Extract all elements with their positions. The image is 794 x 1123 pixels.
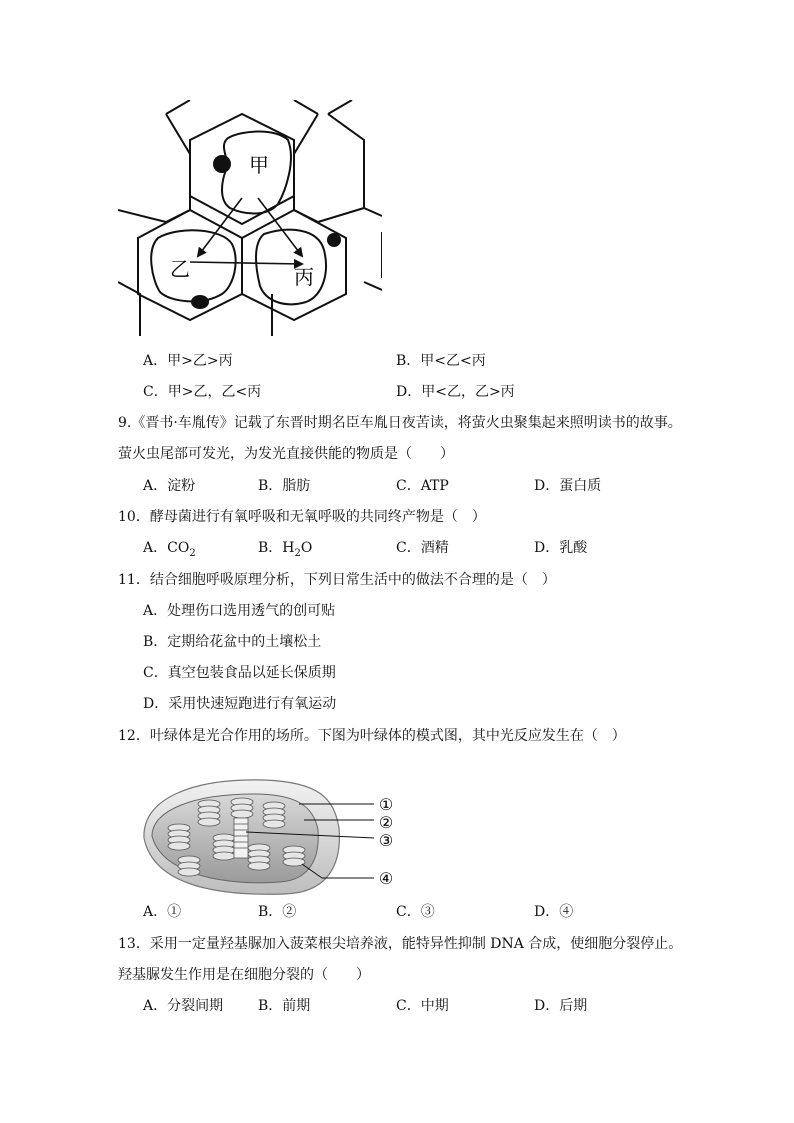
q11-option-b[interactable]: B．定期给花盆中的土壤松土 <box>143 634 322 650</box>
arrow-a-to-c <box>258 198 302 256</box>
q13-stem-line2: 羟基脲发生作用是在细胞分裂的（ ） <box>118 967 370 983</box>
q10-stem: 10．酵母菌进行有氧呼吸和无氧呼吸的共同终产物是（ ） <box>118 509 486 525</box>
granum <box>234 818 248 858</box>
nucleus-a <box>213 155 231 173</box>
nucleus-b <box>191 295 209 309</box>
granum <box>213 834 235 860</box>
arrow-b-to-c <box>190 262 302 264</box>
q9-option-b[interactable]: B．脂肪 <box>258 478 311 494</box>
q8-option-a[interactable]: A．甲>乙>丙 <box>143 353 233 369</box>
label-2: ② <box>378 813 394 832</box>
q11-stem: 11．结合细胞呼吸原理分析，下列日常生活中的做法不合理的是（ ） <box>118 572 556 588</box>
q13-option-a[interactable]: A．分裂间期 <box>143 998 224 1014</box>
q13-stem-line1: 13．采用一定量羟基脲加入菠菜根尖培养液，能特异性抑制 DNA 合成，使细胞分裂停止。 <box>118 936 683 952</box>
q11-option-a[interactable]: A．处理伤口选用透气的创可贴 <box>143 603 336 619</box>
granum <box>248 844 270 870</box>
q12-option-b[interactable]: B．② <box>258 904 297 920</box>
q10-option-a[interactable]: A．$CO_2$ <box>143 540 196 559</box>
q9-stem-line2: 萤火虫尾部可发光，为发光直接供能的物质是（ ） <box>118 446 454 462</box>
granum <box>283 846 305 866</box>
q9-option-d[interactable]: D．蛋白质 <box>534 478 602 494</box>
q10-option-b[interactable]: B．$H_2O$ <box>258 540 313 559</box>
q12-option-a[interactable]: A．① <box>143 904 182 920</box>
label-4: ④ <box>378 869 394 888</box>
chloroplast-diagram <box>134 768 404 898</box>
q13-option-c[interactable]: C．中期 <box>396 998 449 1014</box>
q8-option-b[interactable]: B．甲<乙<丙 <box>396 353 486 369</box>
q11-option-c[interactable]: C．真空包装食品以延长保质期 <box>143 665 336 681</box>
q10-option-c[interactable]: C．酒精 <box>396 540 449 556</box>
q8-option-c[interactable]: C．甲>乙，乙<丙 <box>143 384 262 400</box>
granum <box>231 798 253 818</box>
label-3: ③ <box>378 831 394 850</box>
q9-option-c[interactable]: C．ATP <box>396 478 449 494</box>
q12-stem: 12．叶绿体是光合作用的场所。下图为叶绿体的模式图，其中光反应发生在（ ） <box>118 728 626 744</box>
cell-b-protoplast <box>151 230 235 301</box>
q13-option-d[interactable]: D．后期 <box>534 998 588 1014</box>
cell-b-wall <box>138 210 242 320</box>
granum <box>198 800 220 826</box>
cell-b-label: 乙 <box>170 257 190 281</box>
q8-option-d[interactable]: D．甲<乙，乙>丙 <box>396 384 515 400</box>
q9-stem-line1: 9.《晋书·车胤传》记载了东晋时期名臣车胤日夜苦读，将萤火虫聚集起来照明读书的故事。 <box>118 415 682 431</box>
cell-a-label: 甲 <box>249 153 269 177</box>
q11-option-d[interactable]: D．采用快速短跑进行有氧运动 <box>143 696 337 712</box>
cell-osmosis-diagram <box>118 100 382 336</box>
q10-option-d[interactable]: D．乳酸 <box>534 540 588 556</box>
q12-option-c[interactable]: C．③ <box>396 904 435 920</box>
cell-c-label: 丙 <box>294 265 314 289</box>
label-1: ① <box>378 795 394 814</box>
q9-option-a[interactable]: A．淀粉 <box>143 478 196 494</box>
nucleus-c <box>327 233 341 247</box>
granum <box>168 824 190 850</box>
q13-option-b[interactable]: B．前期 <box>258 998 311 1014</box>
cell-a-wall <box>190 114 294 224</box>
arrow-a-to-b <box>198 198 242 256</box>
granum <box>178 856 200 876</box>
granum <box>263 802 285 828</box>
q12-option-d[interactable]: D．④ <box>534 904 574 920</box>
